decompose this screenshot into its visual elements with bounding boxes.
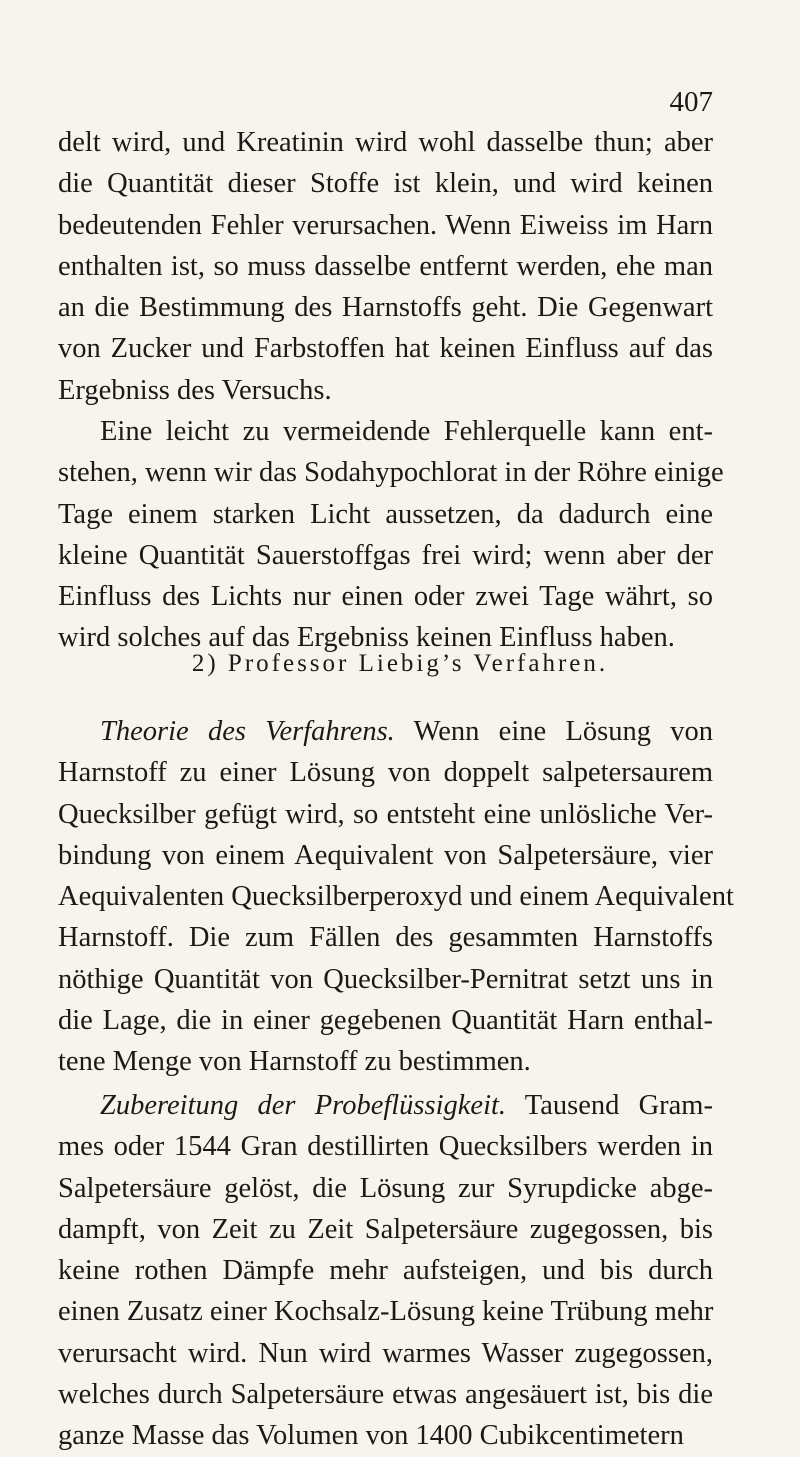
text-line: keine rothen Dämpfe mehr aufsteigen, und bis durch [58,1255,713,1287]
page-number: 407 [669,86,713,118]
text-line: Quecksilber gefügt wird, so entsteht eine unlösliche Ver- [58,798,713,830]
text-line: delt wird, und Kreatinin wird wohl dasselbe thun; aber [58,127,713,158]
text-line: ganze Masse das Volumen von 1400 Cubikcentimetern [58,1420,684,1452]
text-line: von Zucker und Farbstoffen hat keinen Einfluss auf das [58,333,713,365]
text-line: nöthige Quantität von Quecksilber-Pernitrat setzt uns in [58,963,713,995]
text-line: enthalten ist, so muss dasselbe entfernt werden, ehe man [58,250,713,282]
text-line: an die Bestimmung des Harnstoffs geht. Die Gegenwart [58,292,713,324]
paragraph-1 [58,122,713,411]
text-line [58,711,713,752]
line-rest: Tausend Gram- [524,1090,713,1121]
text-line: Eine leicht zu vermeidende Fehlerquelle kann ent- [100,416,713,447]
italic-lead: Zubereitung der Probeflüssigkeit. [100,1090,507,1121]
text-line: kleine Quantität Sauerstoffgas frei wird; wenn aber der [58,539,713,571]
text-line: dampft, von Zeit zu Zeit Salpetersäure zugegossen, bis [58,1213,713,1245]
text-line [58,1085,713,1126]
text-line: stehen, wenn wir das Sodahypochlorat in der Röhre einige [58,457,724,489]
paragraph-4 [58,1085,713,1457]
text-line: Ergebniss des Versuchs. [58,374,332,406]
text-line: Tage einem starken Licht aussetzen, da dadurch eine [58,498,713,530]
text-line: die Quantität dieser Stoffe ist klein, und wird keinen [58,168,713,200]
text-line: einen Zusatz einer Kochsalz-Lösung keine Trübung mehr [58,1296,714,1328]
section-heading: 2) Professor Liebig’s Verfahren. [191,650,609,677]
text-line: verursacht wird. Nun wird warmes Wasser zugegossen, [58,1337,713,1369]
text-line: Einfluss des Lichts nur einen oder zwei Tage währt, so [58,581,713,613]
paragraph-2 [58,411,724,659]
text-line: bindung von einem Aequivalent von Salpetersäure, vier [58,839,713,871]
text-line: mes oder 1544 Gran destillirten Quecksilbers werden in [58,1131,713,1163]
text-line: Harnstoff zu einer Lösung von doppelt salpetersaurem [58,757,713,789]
text-line: bedeutenden Fehler verursachen. Wenn Eiweiss im Harn [58,209,713,241]
line-rest: Wenn eine Lösung von [413,716,713,747]
italic-lead: Theorie des Verfahrens. [100,716,395,747]
text-line: die Lage, die in einer gegebenen Quantität Harn enthal- [58,1005,713,1037]
text-line: Aequivalenten Quecksilberperoxyd und einem Aequivalent [58,881,734,913]
paragraph-3 [58,711,734,1083]
text-line: tene Menge von Harnstoff zu bestimmen. [58,1046,531,1078]
text-line: wird solches auf das Ergebniss keinen Einfluss haben. [58,622,675,654]
text-line: Harnstoff. Die zum Fällen des gesammten Harnstoffs [58,922,713,954]
text-line: Salpetersäure gelöst, die Lösung zur Syrupdicke abge- [58,1172,713,1204]
text-line: welches durch Salpetersäure etwas angesäuert ist, bis die [58,1379,713,1411]
